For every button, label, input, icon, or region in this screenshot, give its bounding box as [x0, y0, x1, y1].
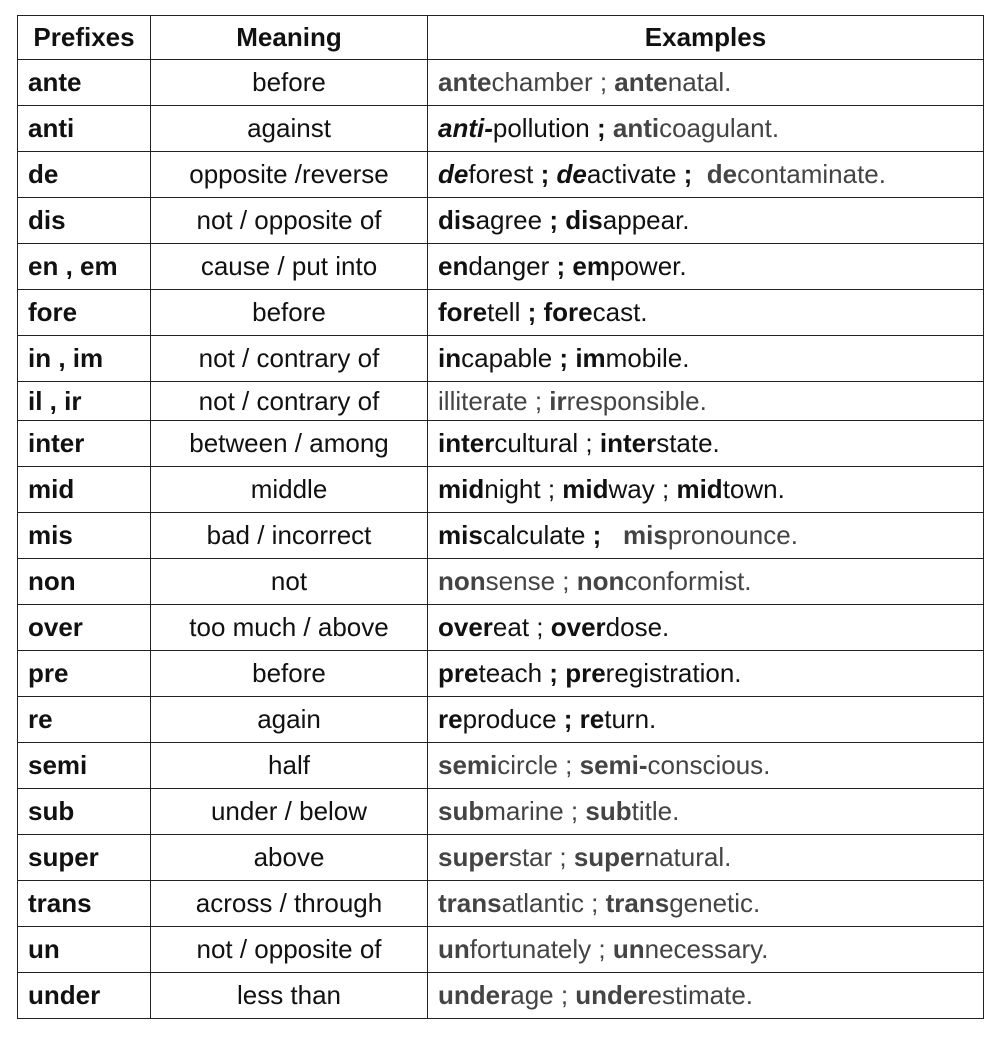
examples-cell — [428, 60, 984, 106]
example-text: genetic. — [669, 888, 761, 918]
example-text: marine ; — [484, 796, 586, 826]
example-text: natural. — [644, 842, 732, 872]
meaning-cell: between / among — [151, 421, 428, 467]
example-text: dis — [565, 205, 603, 235]
meaning-cell: before — [151, 651, 428, 697]
meaning-cell: under / below — [151, 789, 428, 835]
examples-cell — [428, 789, 984, 835]
example-text: ; — [549, 205, 566, 235]
meaning-cell: not / opposite of — [151, 927, 428, 973]
examples-cell — [428, 244, 984, 290]
example-text: trans — [438, 888, 502, 918]
example-text: semi- — [579, 750, 648, 780]
table-row — [18, 336, 984, 382]
examples-cell — [428, 559, 984, 605]
example-text: ; — [683, 159, 707, 189]
example-text: night ; — [484, 474, 563, 504]
example-text: pre — [565, 658, 606, 688]
example-text: agree — [475, 205, 550, 235]
example-text: over — [438, 612, 493, 642]
example-text: teach — [478, 658, 550, 688]
example-text: mid — [562, 474, 609, 504]
table-row — [18, 513, 984, 559]
example-text: re — [438, 704, 463, 734]
example-text: ; — [559, 343, 576, 373]
example-text: cast. — [592, 297, 648, 327]
prefix-cell: mis — [18, 513, 151, 559]
example-text: ; — [592, 520, 623, 550]
example-text: calculate — [482, 520, 593, 550]
table-row — [18, 467, 984, 513]
table-row — [18, 60, 984, 106]
example-text: inter — [599, 428, 657, 458]
example-text: coagulant. — [659, 113, 780, 143]
example-text: inter — [438, 428, 495, 458]
example-text: ; — [540, 159, 557, 189]
meaning-cell: against — [151, 106, 428, 152]
example-text: mis — [623, 520, 668, 550]
example-text: over — [550, 612, 606, 642]
example-text: de — [556, 159, 587, 189]
example-text: tell — [487, 297, 528, 327]
example-text: anti — [612, 113, 660, 143]
table-row — [18, 743, 984, 789]
prefix-cell: non — [18, 559, 151, 605]
prefix-cell: over — [18, 605, 151, 651]
table-row — [18, 382, 984, 421]
header-row — [18, 16, 984, 60]
example-text: fore — [438, 297, 488, 327]
example-text: in — [438, 343, 462, 373]
examples-cell — [428, 336, 984, 382]
example-text: literate ; — [449, 385, 550, 416]
example-text: mobile. — [605, 343, 690, 373]
table-row — [18, 244, 984, 290]
table-row — [18, 835, 984, 881]
prefix-cell: mid — [18, 467, 151, 513]
example-text: star ; — [508, 842, 574, 872]
examples-cell — [428, 290, 984, 336]
prefix-cell: de — [18, 152, 151, 198]
example-text: ; — [596, 113, 613, 143]
examples-cell — [428, 198, 984, 244]
example-text: sub — [585, 796, 632, 826]
table-row — [18, 605, 984, 651]
example-text: ; — [527, 297, 544, 327]
example-text: de — [706, 159, 738, 189]
example-text: semi — [438, 750, 498, 780]
table-row — [18, 559, 984, 605]
example-text: way ; — [608, 474, 677, 504]
examples-cell — [428, 697, 984, 743]
prefix-table — [17, 15, 984, 1019]
meaning-cell: less than — [151, 973, 428, 1019]
prefix-cell: un — [18, 927, 151, 973]
prefix-cell: under — [18, 973, 151, 1019]
example-text: sub — [438, 796, 485, 826]
example-text: registration. — [605, 658, 742, 688]
table-row — [18, 927, 984, 973]
prefix-cell: il , ir — [18, 382, 151, 421]
example-text: de — [438, 159, 469, 189]
meaning-cell: too much / above — [151, 605, 428, 651]
example-text: chamber ; — [491, 67, 615, 97]
example-text: mid — [676, 474, 723, 504]
example-text: dose. — [605, 612, 670, 642]
meaning-cell: opposite /reverse — [151, 152, 428, 198]
prefix-cell: ante — [18, 60, 151, 106]
example-text: super — [438, 842, 509, 872]
meaning-cell: not / opposite of — [151, 198, 428, 244]
example-text: produce — [462, 704, 564, 734]
example-text: un — [612, 934, 645, 964]
examples-cell — [428, 651, 984, 697]
example-text: power. — [610, 251, 687, 281]
prefix-cell: semi — [18, 743, 151, 789]
example-text: danger — [468, 251, 557, 281]
example-text: un — [438, 934, 470, 964]
example-text: natal. — [667, 67, 732, 97]
example-text: sense ; — [485, 566, 577, 596]
example-text: responsible. — [566, 385, 707, 416]
example-text: conformist. — [624, 566, 752, 596]
example-text: title. — [631, 796, 680, 826]
example-text: age ; — [510, 980, 576, 1010]
prefix-cell: en , em — [18, 244, 151, 290]
meaning-cell: not / contrary of — [151, 336, 428, 382]
example-text: forest — [468, 159, 541, 189]
example-text: pre — [438, 658, 479, 688]
meaning-cell: not / contrary of — [151, 382, 428, 421]
example-text: anti- — [438, 113, 493, 143]
table-row — [18, 421, 984, 467]
meaning-cell: half — [151, 743, 428, 789]
table-row — [18, 881, 984, 927]
example-text: contaminate. — [737, 159, 886, 189]
example-text: en — [438, 251, 469, 281]
example-text: cultural ; — [494, 428, 600, 458]
example-text: atlantic ; — [501, 888, 606, 918]
table-body — [18, 60, 984, 1019]
example-text: im — [575, 343, 606, 373]
prefix-cell: fore — [18, 290, 151, 336]
table-row — [18, 697, 984, 743]
example-text: eat ; — [492, 612, 551, 642]
examples-cell — [428, 835, 984, 881]
meaning-cell: before — [151, 290, 428, 336]
example-text: fore — [543, 297, 593, 327]
prefix-cell: inter — [18, 421, 151, 467]
examples-cell — [428, 927, 984, 973]
example-text: under — [575, 980, 648, 1010]
example-text: ; — [556, 251, 573, 281]
prefix-cell: sub — [18, 789, 151, 835]
example-text: pronounce. — [667, 520, 798, 550]
meaning-cell: not — [151, 559, 428, 605]
example-text: necessary. — [644, 934, 769, 964]
meaning-cell: across / through — [151, 881, 428, 927]
table-row — [18, 198, 984, 244]
meaning-cell: cause / put into — [151, 244, 428, 290]
prefix-cell: super — [18, 835, 151, 881]
meaning-cell: middle — [151, 467, 428, 513]
examples-cell — [428, 382, 984, 421]
example-text: em — [572, 251, 610, 281]
table-row — [18, 789, 984, 835]
examples-cell — [428, 106, 984, 152]
example-text: pollution — [492, 113, 597, 143]
example-text: ante — [438, 67, 492, 97]
examples-cell — [428, 421, 984, 467]
header-meaning: Meaning — [151, 16, 428, 60]
examples-cell — [428, 513, 984, 559]
example-text: re — [579, 704, 605, 734]
example-text: ; — [549, 658, 566, 688]
prefix-cell: anti — [18, 106, 151, 152]
table-row — [18, 290, 984, 336]
example-text: dis — [438, 205, 476, 235]
examples-cell — [428, 743, 984, 789]
meaning-cell: before — [151, 60, 428, 106]
prefix-cell: pre — [18, 651, 151, 697]
header-examples: Examples — [428, 16, 984, 60]
example-text: trans — [605, 888, 670, 918]
example-text: capable — [461, 343, 560, 373]
example-text: appear. — [602, 205, 690, 235]
prefix-cell: re — [18, 697, 151, 743]
example-text: mis — [438, 520, 483, 550]
table-row — [18, 651, 984, 697]
meaning-cell: above — [151, 835, 428, 881]
example-text: town. — [722, 474, 785, 504]
example-text: activate — [586, 159, 684, 189]
example-text: state. — [656, 428, 720, 458]
example-text: fortunately ; — [469, 934, 613, 964]
prefix-cell: in , im — [18, 336, 151, 382]
table-row — [18, 106, 984, 152]
examples-cell — [428, 881, 984, 927]
example-text: non — [576, 566, 625, 596]
table-row — [18, 973, 984, 1019]
example-text: conscious. — [647, 750, 771, 780]
example-text: ante — [614, 67, 668, 97]
examples-cell — [428, 152, 984, 198]
examples-cell — [428, 605, 984, 651]
meaning-cell: again — [151, 697, 428, 743]
meaning-cell: bad / incorrect — [151, 513, 428, 559]
prefix-cell: dis — [18, 198, 151, 244]
example-text: turn. — [604, 704, 657, 734]
example-text: ; — [563, 704, 580, 734]
example-text: circle ; — [497, 750, 580, 780]
example-text: il — [438, 385, 450, 416]
example-text: under — [438, 980, 511, 1010]
example-text: super — [573, 842, 645, 872]
table-row — [18, 152, 984, 198]
example-text: estimate. — [647, 980, 754, 1010]
examples-cell — [428, 467, 984, 513]
examples-cell — [428, 973, 984, 1019]
prefix-cell: trans — [18, 881, 151, 927]
example-text: ir — [549, 385, 567, 416]
header-prefixes: Prefixes — [18, 16, 151, 60]
example-text: mid — [438, 474, 485, 504]
example-text: non — [438, 566, 486, 596]
